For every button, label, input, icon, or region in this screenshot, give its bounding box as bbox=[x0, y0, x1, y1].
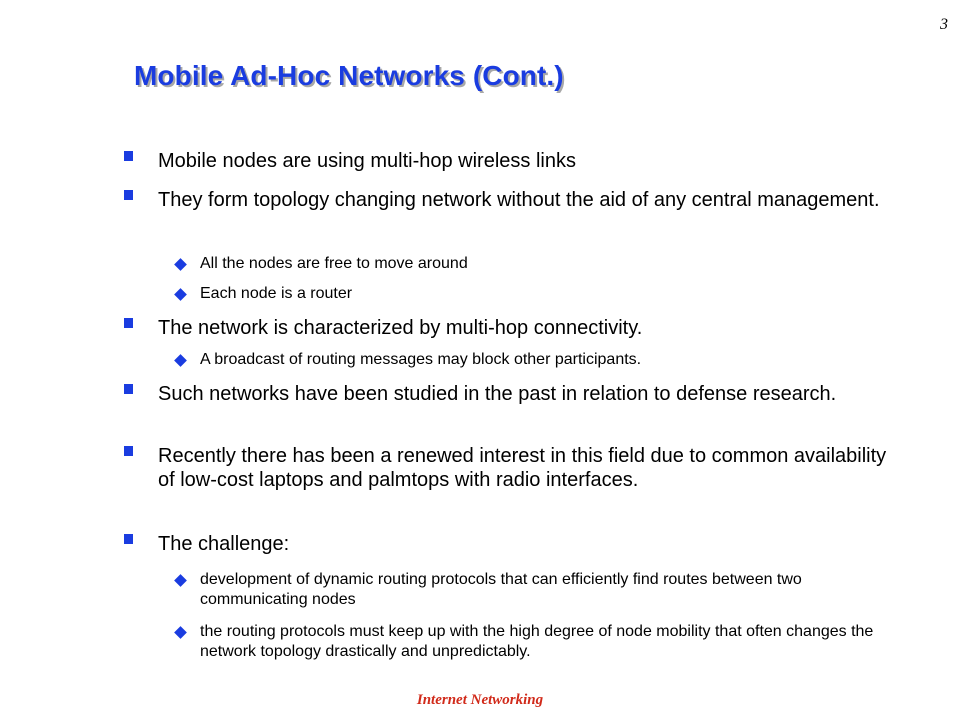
sub-bullet-text: the routing protocols must keep up with the high degree of node mobility that often changes the network topology drastically and unpredictably. bbox=[200, 623, 874, 660]
sub-bullet-text: A broadcast of routing messages may block other participants. bbox=[200, 351, 642, 368]
bullet-text: Recently there has been a renewed interest in this field due to common availability of low-cost laptops and palmtops with radio interfaces. bbox=[158, 445, 887, 491]
diamond-bullet-icon bbox=[174, 288, 187, 301]
square-bullet-icon bbox=[124, 190, 133, 200]
sub-bullet-text: development of dynamic routing protocols that can efficiently find routes between two communicating nodes bbox=[200, 571, 802, 608]
bullet-text: The network is characterized by multi-hop connectivity. bbox=[158, 317, 643, 339]
square-bullet-icon bbox=[124, 318, 133, 328]
sub-bullet-text: Each node is a router bbox=[200, 285, 353, 302]
square-bullet-icon bbox=[124, 534, 133, 544]
sub-bullet-text: All the nodes are free to move around bbox=[200, 255, 468, 272]
bullet-text: The challenge: bbox=[158, 533, 290, 555]
diamond-bullet-icon bbox=[174, 574, 187, 587]
square-bullet-icon bbox=[124, 446, 133, 456]
diamond-bullet-icon bbox=[174, 626, 187, 639]
bullet-text: Such networks have been studied in the past in relation to defense research. bbox=[158, 383, 837, 405]
slide-title: Mobile Ad-Hoc Networks (Cont.) bbox=[134, 60, 564, 91]
page-number: 3 bbox=[940, 16, 948, 33]
bullet-text: Mobile nodes are using multi-hop wireless links bbox=[158, 150, 576, 172]
diamond-bullet-icon bbox=[174, 354, 187, 367]
square-bullet-icon bbox=[124, 151, 133, 161]
square-bullet-icon bbox=[124, 384, 133, 394]
diamond-bullet-icon bbox=[174, 258, 187, 271]
footer-label: Internet Networking bbox=[416, 692, 544, 708]
bullet-text: They form topology changing network without the aid of any central management. bbox=[158, 189, 880, 211]
